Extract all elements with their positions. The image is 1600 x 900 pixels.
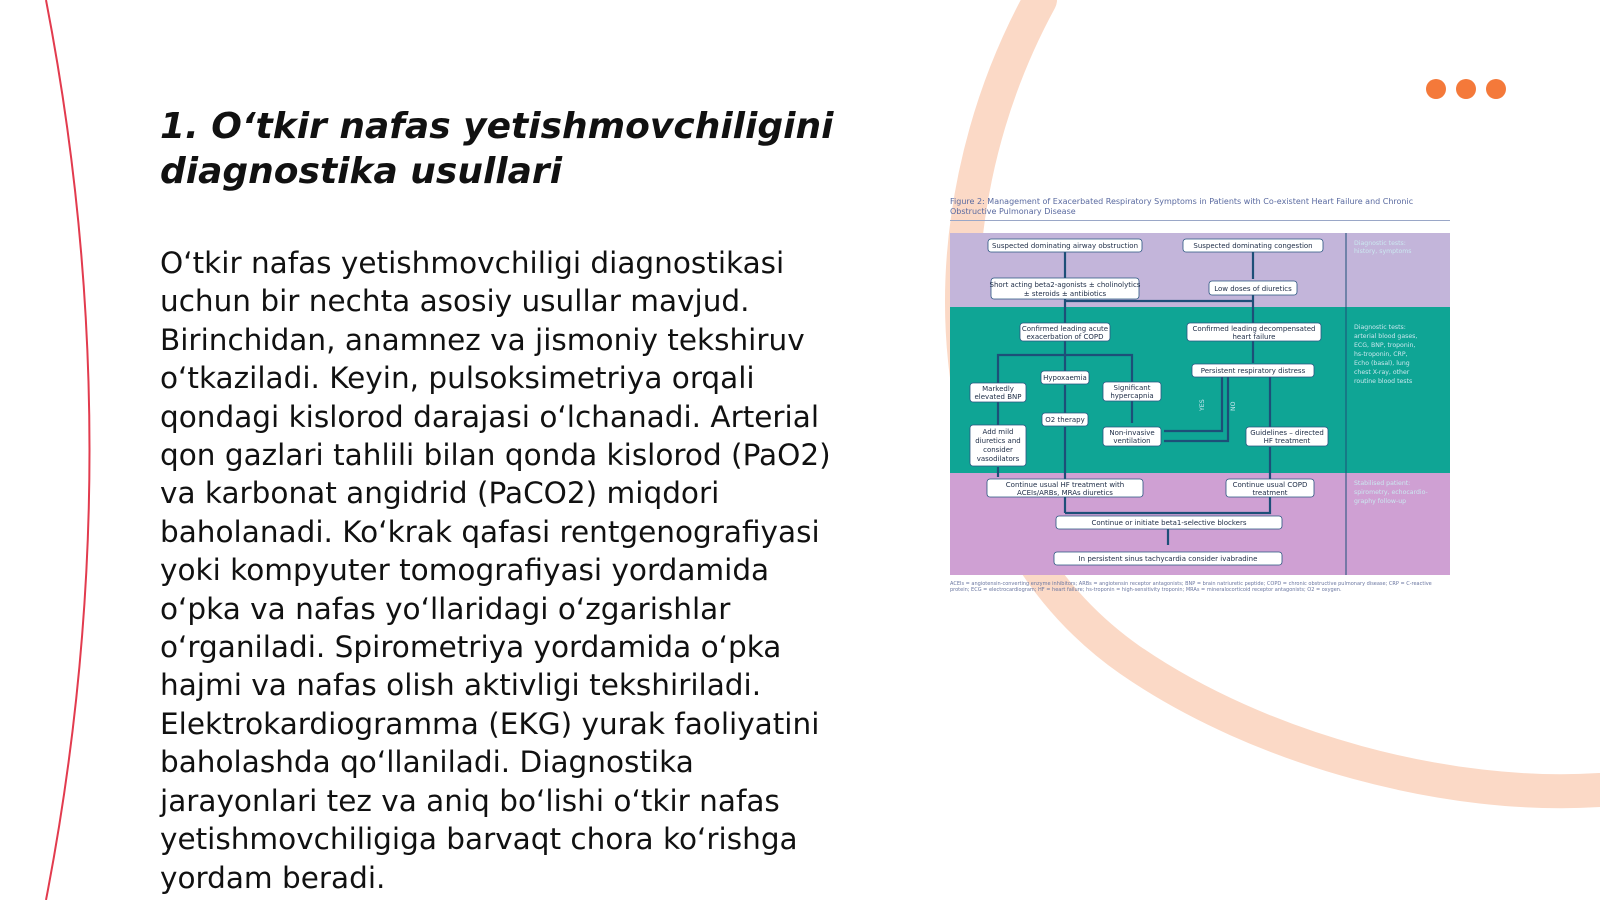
svg-text:Non-invasive: Non-invasive <box>1109 429 1155 437</box>
flowchart-figure <box>950 197 1450 593</box>
svg-text:Suspected dominating airway ob: Suspected dominating airway obstruction <box>991 242 1139 250</box>
node-short-acting-beta-agonists <box>990 278 1141 299</box>
svg-text:Significant: Significant <box>1113 384 1151 392</box>
figure-caption: Figure 2: Management of Exacerbated Respiratory Symptoms in Patients with Co-existent Heart Failure and Chronic Obstructive Pulmonary Disease <box>950 197 1414 216</box>
svg-text:Suspected dominating congestio: Suspected dominating congestion <box>1193 242 1313 250</box>
svg-text:In persistent sinus tachycardi: In persistent sinus tachycardia consider ivabradine <box>1078 555 1258 563</box>
svg-text:spirometry, echocardio-: spirometry, echocardio- <box>1354 489 1428 496</box>
svg-text:ECG, BNP, troponin,: ECG, BNP, troponin, <box>1354 342 1416 349</box>
svg-text:chest X-ray, other: chest X-ray, other <box>1354 369 1410 376</box>
slide-body-text: O‘tkir nafas yetishmovchiligi diagnostikasi uchun bir nechta asosiy usullar mavjud. Birinchidan, anamnez va jismoniy tekshiruv o‘tkaziladi. Keyin, pulsoksimetriya orqali qondagi kislorod darajasi o‘lchanadi. Arterial qon gazlari tahlili bilan qonda kislorod (PaO2) va karbonat angidrid (PaCO2) miqdori baholanadi. Ko‘krak qafasi rentgenografiyasi yoki kompyuter tomografiyasi yordamida o‘pka va nafas yo‘llaridagi o‘zgarishlar o‘rganiladi. Spirometriya yordamida o‘pka hajmi va nafas olish aktivligi tekshiriladi. Elektrokardiogramma (EKG) yurak faoliyatini baholashda qo‘llaniladi. Diagnostika jarayonlari tez va aniq bo‘lishi o‘tkir nafas yetishmovchiligiga barvaqt chora ko‘rishga yordam beradi. <box>160 246 831 895</box>
slide-title: 1. O‘tkir nafas yetishmovchiligini diagnostika usullari <box>160 106 834 192</box>
side-notes-top <box>1354 240 1412 255</box>
svg-text:Confirmed leading acute: Confirmed leading acute <box>1021 325 1109 333</box>
svg-text:ventilation: ventilation <box>1113 437 1151 445</box>
management-flowchart <box>950 233 1450 575</box>
node-add-mild-diuretics <box>970 425 1026 466</box>
node-confirmed-copd <box>1020 323 1110 341</box>
svg-text:consider: consider <box>983 446 1013 454</box>
orange-dot <box>1426 79 1446 99</box>
decorative-dots <box>1426 79 1506 99</box>
svg-text:Diagnostic tests:: Diagnostic tests: <box>1354 240 1406 247</box>
svg-text:history, symptoms: history, symptoms <box>1354 248 1412 255</box>
svg-text:vasodilators: vasodilators <box>976 455 1020 463</box>
svg-text:Persistent respiratory distres: Persistent respiratory distress <box>1200 367 1306 375</box>
node-beta-blockers <box>1056 516 1282 529</box>
node-continue-copd-treatment <box>1226 479 1314 497</box>
svg-text:exacerbation of COPD: exacerbation of COPD <box>1026 333 1104 341</box>
svg-text:Confirmed leading decompensate: Confirmed leading decompensated <box>1192 325 1316 333</box>
svg-text:Diagnostic tests:: Diagnostic tests: <box>1354 324 1406 331</box>
svg-text:arterial blood gases,: arterial blood gases, <box>1354 333 1418 340</box>
node-significant-hypercapnia <box>1103 382 1161 401</box>
caption-divider <box>950 220 1450 221</box>
svg-text:Hypoxaemia: Hypoxaemia <box>1043 374 1087 382</box>
svg-text:Add mild: Add mild <box>982 428 1014 436</box>
svg-text:heart failure: heart failure <box>1232 333 1276 341</box>
left-red-curve <box>46 0 90 900</box>
node-elevated-bnp <box>970 383 1026 402</box>
svg-text:hypercapnia: hypercapnia <box>1110 392 1154 400</box>
svg-text:elevated BNP: elevated BNP <box>974 393 1022 401</box>
node-guidelines-directed-hf <box>1246 427 1328 446</box>
branch-label-yes: YES <box>1199 399 1206 411</box>
node-persistent-respiratory-distress <box>1192 364 1314 377</box>
svg-text:± steroids ± antibiotics: ± steroids ± antibiotics <box>1023 290 1107 298</box>
svg-text:Stabilised patient:: Stabilised patient: <box>1354 480 1411 487</box>
svg-text:routine blood tests: routine blood tests <box>1354 378 1413 385</box>
node-airway-obstruction <box>988 239 1142 252</box>
figure-abbreviations: ACEIs = angiotensin-converting enzyme inhibitors; ARBs = angiotensin receptor antagonists; BNP = brain natriuretic peptide; COPD = chronic obstructive pulmonary disease; CRP = C-reactive protein; ECG = electrocardiogram; HF = heart failure; hs-troponin = high-sensitivity troponin; MRAs = mineralocorticoid receptor antagonists; O2 = oxygen. <box>950 581 1432 593</box>
branch-label-no: NO <box>1230 401 1237 411</box>
node-low-dose-diuretics <box>1209 281 1297 295</box>
svg-text:ACEIs/ARBs, MRAs diuretics: ACEIs/ARBs, MRAs diuretics <box>1017 489 1113 497</box>
svg-text:Continue usual HF treatment wi: Continue usual HF treatment with <box>1005 481 1125 489</box>
node-non-invasive-ventilation <box>1103 427 1161 446</box>
svg-text:Echo (basal), lung: Echo (basal), lung <box>1354 360 1410 367</box>
node-continue-hf-treatment <box>987 479 1143 497</box>
node-confirmed-heart-failure <box>1187 323 1321 341</box>
svg-text:O2 therapy: O2 therapy <box>1045 416 1085 424</box>
svg-text:HF treatment: HF treatment <box>1263 437 1311 445</box>
svg-text:treatment: treatment <box>1252 489 1288 497</box>
svg-text:Continue or initiate beta1-sel: Continue or initiate beta1-selective blockers <box>1091 519 1247 527</box>
svg-text:Markedly: Markedly <box>982 385 1014 393</box>
orange-dot <box>1456 79 1476 99</box>
node-hypoxaemia <box>1041 371 1089 384</box>
svg-text:Low doses of diuretics: Low doses of diuretics <box>1214 285 1292 293</box>
orange-dot <box>1486 79 1506 99</box>
svg-text:hs-troponin, CRP,: hs-troponin, CRP, <box>1354 351 1408 358</box>
svg-text:graphy follow-up: graphy follow-up <box>1354 498 1407 505</box>
svg-text:Continue usual COPD: Continue usual COPD <box>1232 481 1308 489</box>
node-o2-therapy <box>1042 413 1088 426</box>
svg-text:Short acting beta2-agonists ±: Short acting beta2-agonists ± cholinolytics <box>989 281 1141 289</box>
node-congestion <box>1183 239 1323 252</box>
svg-text:Guidelines – directed: Guidelines – directed <box>1250 429 1324 437</box>
node-ivabradine <box>1054 552 1282 565</box>
svg-text:diuretics and: diuretics and <box>975 437 1021 445</box>
